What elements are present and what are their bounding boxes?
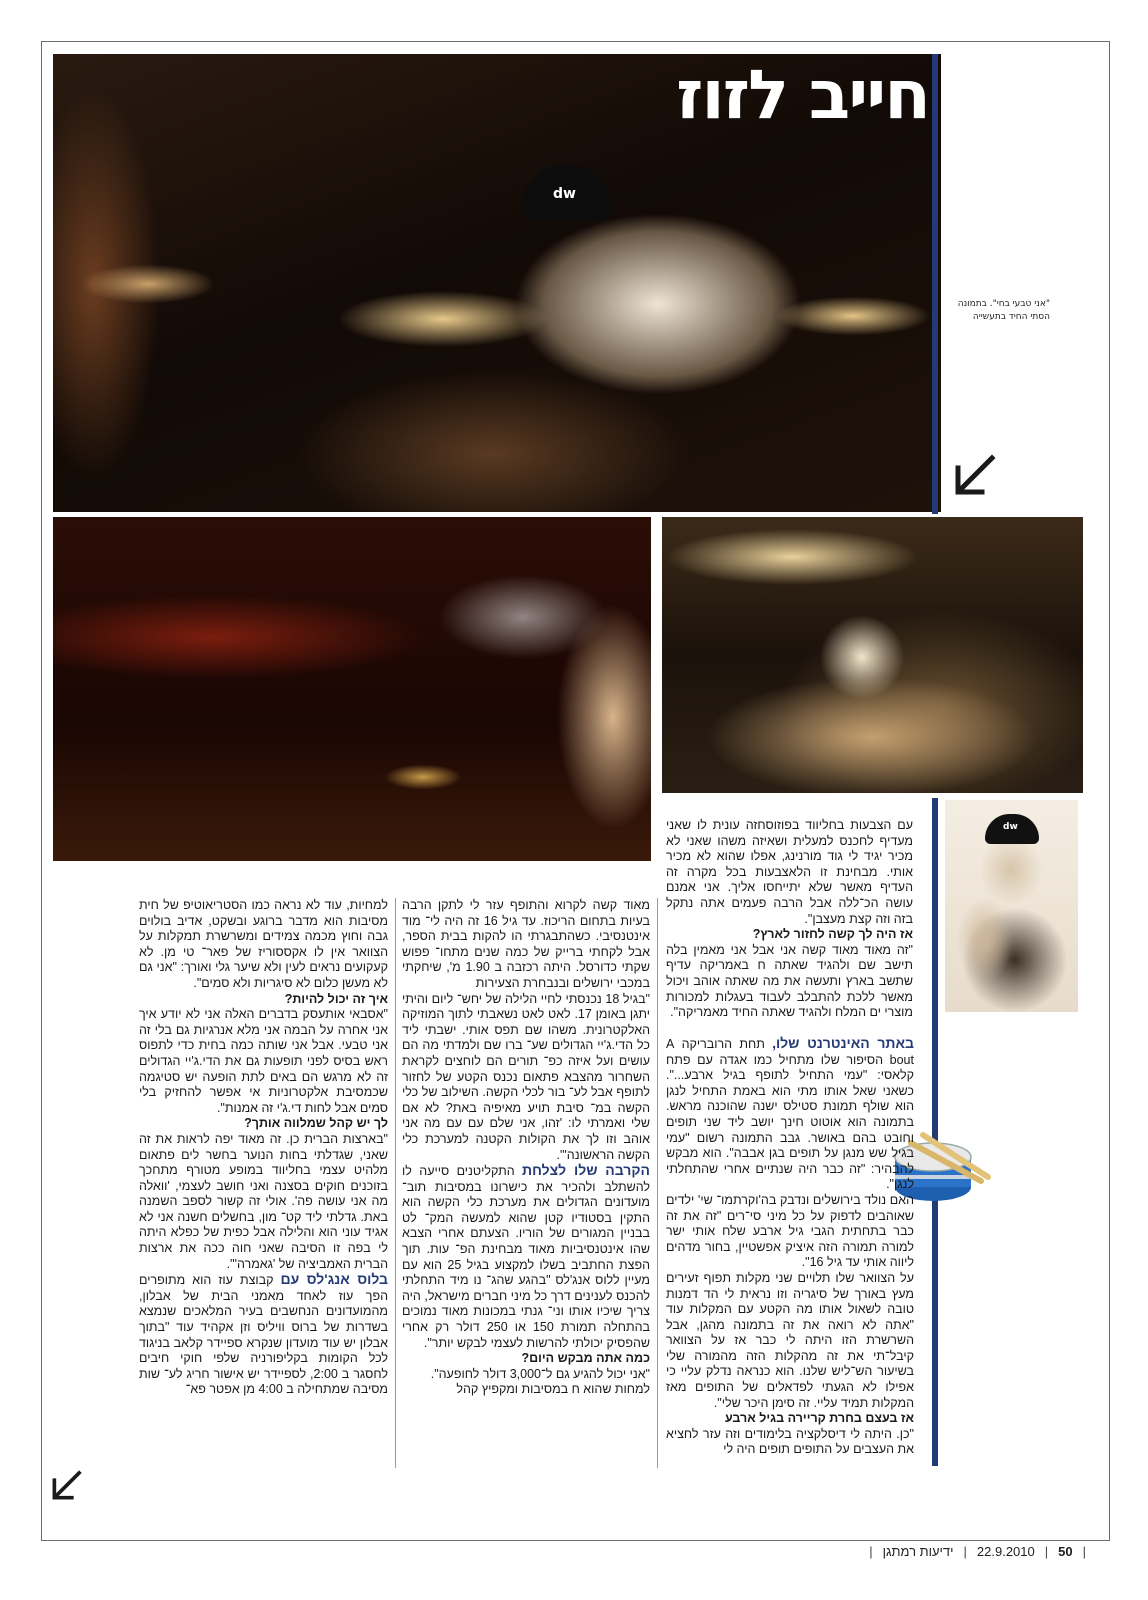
arrow-down-left-icon bbox=[952, 454, 996, 498]
subheading: באתר האינטרנט שלו, bbox=[772, 1035, 914, 1051]
page-footer: | ידיעות רמתגן | 22.9.2010 | 50 | bbox=[869, 1544, 1086, 1559]
stage-photo-drummer bbox=[53, 517, 651, 861]
paragraph: תחת הרובריקה A bout הסיפור שלו מתחיל כמו אגדה עם פתח קלאסי: "עמי התחיל לתופף בגיל ארבע...". כשאני שאל אותו מתי הוא באמת התחיל לנגן הוא שולף תמונת סטילס ישנה שהוכנה מראש. בתמונה הוא אוטוט חינך יושב ליד שני תופים וחובט בהם באושר. גבב התמונה רשום "עמי בגיל שש מנגן על תופים בגן אבבה". הוא מבקש להבהיר: "זה כבר היה שנתיים אחרי שהתחלתי לנגן". bbox=[666, 1037, 914, 1192]
subheading: הקרבה שלו לצלחת bbox=[522, 1162, 650, 1179]
paragraph: "כן. היתה לי דיסלקציה בלימודים וזה עזר לחציא את העצבים על התופים תופים היה לי bbox=[666, 1426, 914, 1457]
publication-name: ידיעות רמתגן bbox=[882, 1544, 954, 1559]
column-divider bbox=[395, 898, 396, 1468]
paragraph: למחיות, עוד לא נראה כמו הסטריאוטיפ של חית מסיבות הוא מדבר ברוגע ובשקט, אדיב בולוים גבה וחוץ מכמה צמידים ומשרשרת תמקלות על הצוואר אין לו אקססוריז של פאר־ טי מן. לא קעקועים נראים לעין ולא שיער גלי ואורך: "אני גם לא מעשן כלום לא סיגריות ולא סמים". bbox=[139, 898, 388, 990]
headline: חייב לזוז bbox=[676, 56, 929, 135]
photo-caption: "אני טבעי בחי". בתמונה הסתי החיד בתעשייה bbox=[957, 299, 1050, 322]
cap-logo: dw bbox=[553, 186, 576, 202]
paragraph: "בארצות הברית כן. זה מאוד יפה לראות את זה שאני, שגדלתי בחות הנוער בחשר לים פתאום מלהיט עצמי בחליווד במופע מטורף מתחכך בזוכנים חוקים בסצנה ואני חושב לעצמי, 'וואלה מה אני עושה פה'. אולי זה קשור לספב השמנה באת. גדלתי ליד קט־ מון, בחשלים חשנה אני לא אגיד עוני הוא והלילה אבל כפית של כפלא היתה לי בפה זו הסיבה שאני חוה ככה את ארצות הברית האמביציה של 'גאמרה'". bbox=[139, 1131, 388, 1271]
question: לך יש קהל שמלווה אותך? bbox=[244, 1116, 388, 1131]
arrow-down-left-icon bbox=[50, 1470, 82, 1502]
paragraph: "אני יכול להגיע גם ל־3,000 דולר לחופעה". bbox=[430, 1366, 650, 1381]
question: אז היה לך קשה לחזור לארץ? bbox=[752, 927, 913, 942]
article-column-right bbox=[666, 818, 913, 1021]
article-column-right-lower bbox=[666, 1036, 914, 1458]
paragraph: "בגיל 18 נכנסתי לחיי הלילה של יחש־ ליום והיתי יתגן באומן 17. לאט לאט נשאבתי לתוך המוזיקה האלקטרונית. משהו שם תפס אותי. ישבתי ליד כל הדי.ג'יי הגדולים שע־ ברו שם ולמדתי מה הם עושים ועל איזה כפ־ תורים הם לוחצים לקראת השחרור מהצבא פתאום נכנס הקטע של לחזור לתופף אבל לע־ בור לכלי הקשה. השילוב של כלי הקשה במ־ סיבת תויע מאיפיה באת? לא אם שלי ואמרתי לו: 'זהו, אני שלם עם עם מה אני אוהב וזו לך את הקולות הקטנה למערכת כלי הקשה הראשונה'". bbox=[402, 991, 650, 1162]
paragraph: מאוד קשה לקרוא והתופף עזר לי לתקן הרבה בעיות בתחום הריכוז. עד גיל 16 זה היה לי־ מוד אינטנסיבי. כשהתבגרתי הו להקות בבית הספר, אבל לקחתי ברייק של כמה שנים מתחו־ פפוש שקתי כדורסל. היתה רכזבה ב 1.90 מ', שיחקתי במכבי ירושלים ובנבחרת הצעירות bbox=[402, 898, 651, 990]
article-column-middle bbox=[402, 898, 650, 1398]
page-number: 50 bbox=[1058, 1544, 1073, 1559]
portrait-cap-logo: dw bbox=[1003, 822, 1018, 832]
question: כמה אתה מבקש היום? bbox=[521, 1351, 650, 1366]
paragraph: "אסבאי אותעסק בדברים האלה אני לא יודע איך אני אחרה על הבמה אני מלא אנרגיות גם בלי זה אני טבעי. אבל אני שותה כמה בחית כדי לתפוס ראש בסיס לפני תופעות גם את הדי.ג'יי הגדולים זה לא מרגש הם באים לתת הופעה יש סטיגמה שכמסיבת אלקטרוניות אי אפשר להחזיק בלי סמים אבל לחות די.ג'י זה אמנות". bbox=[139, 1007, 388, 1115]
paragraph: "זה מאוד מאוד קשה אני אבל אני מאמין בלה תישב שם ולהגיד שאתה ח באמריקה עדיף שתשב בארץ ותעשה את מה שאתה אוהב ויכול מאשר ללכת להתבלב לעבוד בעגלות למכורות מוצרי ים המלח ולהגיד שאתה החיד מאמריקה". bbox=[666, 942, 913, 1020]
portrait-photo bbox=[945, 800, 1078, 1012]
column-divider bbox=[657, 898, 658, 1468]
question: איך זה יכול להיות? bbox=[284, 991, 388, 1006]
paragraph: עם הצבעות בחליווד בפוזוסחזה עונית לו שאני מעדיף לחכנס למעלית ושאיזה משהו שאני לא מכיר יגיד לי גוד מורנינג, אפלו שהוא לא מכיר אותי. מבחינת זו הלאצבעות בכל מקרה זה העדיף מאשר שלא יתייחסו אליך. אני אמנם עושה הכ־ללה אבל הרבה פעמים אתה נתקל בזה וזה קצת מעצבן". bbox=[666, 818, 913, 926]
paragraph: קבוצת עוז הוא מתופרים הפך עוז לאחד מאמני הבית של אבלון, מהמועדונים הנחשבים בעיר המלאכים שנמצא בשדרות של ברוס וויליס וזן אקהיד עוד "בתוך אבלון יש עוד מועדון שנקרא ספיידר קלאב בניגוד לכל הקומות בקליפורניה שלפי חוקי חיבים לחסגר ב 2:00, לספיידר יש אישור חריג לע־ שות מסיבה שמתחילה ב 4:00 מן אפטר פא־ bbox=[139, 1273, 388, 1397]
issue-date: 22.9.2010 bbox=[976, 1544, 1035, 1559]
paragraph: למחות שהוא ח במסיבות ומקפיץ קהל bbox=[456, 1382, 650, 1397]
question: אז בעצם בחרת קריירה בגיל ארבע bbox=[724, 1411, 914, 1426]
paragraph: האם נולד בירושלים ונדבק בה'וקרתמו־ שי' ילדים שאוהבים לדפוק על כל מיני סי־רים "זה את זה כבר בתחתית הגבי גיל ארבע שלח אותי ישר למורה תמורה הזה איציק אפשטיין, בחור מדהים ליווה אותי עד גיל 16". bbox=[666, 1192, 914, 1270]
hero-photo bbox=[53, 54, 941, 512]
paragraph: על הצוואר שלו תלויים שני מקלות תפוף זעירים מעץ באורך של סיגריה וזו נראית לי הד דמנות טובה לשאול אותו מה הקטע עם המקלות עוד "אתה לא רואה את זה בתמונה מהגן, אבל השרשרת הזו היתה לי כבר אז על הצוואר קיבל־תי את זה מהקלות הזה מהמורה שלי בשיעור הש־ליש שלנו. הוא כנראה נדלק עליי כי אפילו לא הגעתי לפדאלים של התופים מאז המקלות תמיד עליי. זה סימן היכר שלי". bbox=[666, 1270, 914, 1410]
stage-photo-crowd bbox=[662, 517, 1083, 793]
article-column-left bbox=[139, 898, 388, 1398]
accent-bar-top bbox=[932, 54, 938, 514]
subheading: בלוס אנג'לס עם bbox=[280, 1271, 389, 1288]
paragraph: התקליטנים סייעה לו להשתלב ולהכיר את כישרונו במסיבות תוב־ מועדונים הגדולים את מערכת כלי הקשה הוא התקין בסטודיו קטן שהוא למעשה המק־ לט בבניין המגורים של הוריו. הצעתם אחרי הצבא שהו אינטנסיביות מאוד מבחינת הפ־ עות. תוך הפצת החתביב בשלו למקצוע בגיל 25 הוא עם מעיין ללוס אנג'לס "בהגע שהג־ נו מיד התחלתי להכנס לענינים דרך כל מיני חברים מישראל, היה צריך שיכיו אותו וני־ גנתי במכונות מאוד נמוכים בהתחלה תמורת 150 או 250 דולר רק אחרי שהפסיק יכולתי להרשות לעצמי לבקש יותר". bbox=[402, 1164, 651, 1350]
